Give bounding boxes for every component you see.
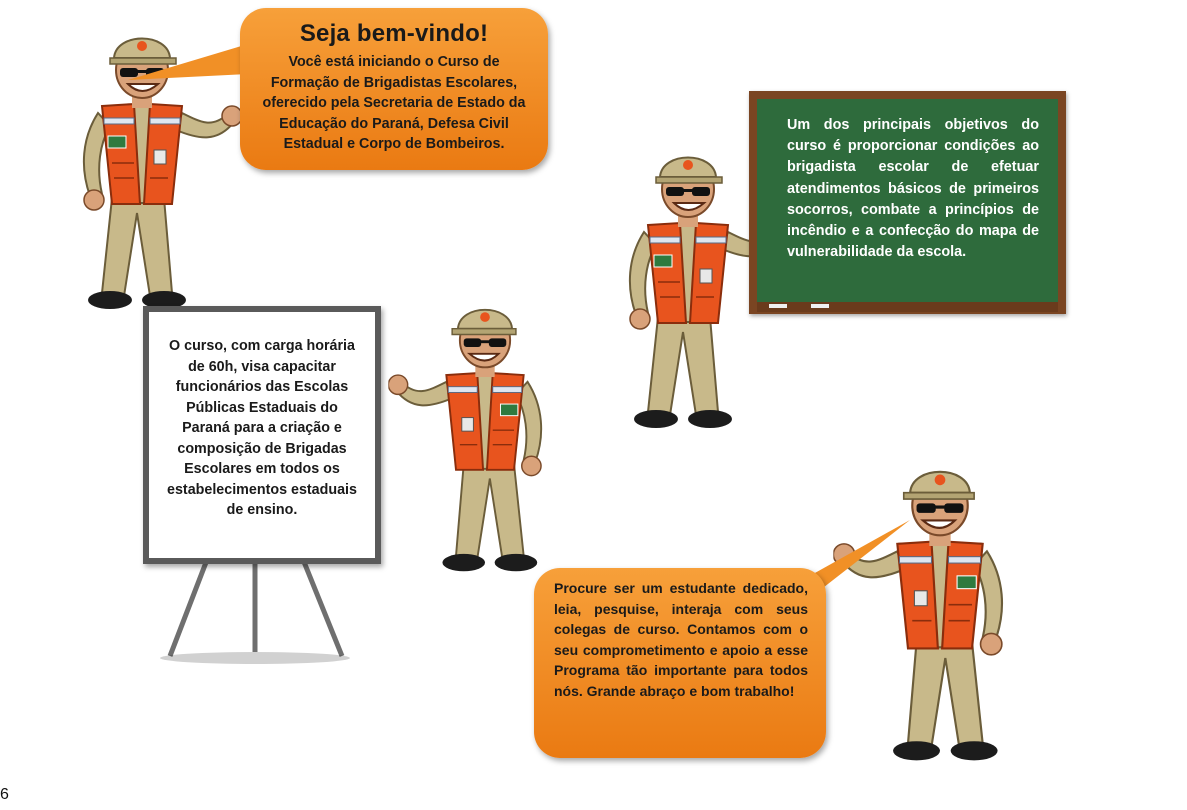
chalk-piece	[811, 304, 829, 308]
fireman-thumbsup-illustration	[830, 450, 1050, 770]
closing-speech-bubble	[534, 568, 826, 758]
chalkboard-text: Um dos principais objetivos do curso é proporcionar condições ao brigadista escolar de efetuar atendimentos básicos de primeiros socorros, combate a princípios de incêndio e a confecção do mapa de vulnerabilidade da escola.	[787, 117, 1039, 261]
page-number: 6	[0, 786, 9, 803]
whiteboard-text: O curso, com carga horária de 60h, visa capacitar funcionários das Escolas Públicas Estaduais do Paraná para a criação e composição de Brigadas Escolares em todos os estabelecimentos estaduais de ensino.	[167, 338, 357, 518]
chalkboard	[749, 91, 1066, 314]
chalk-piece	[769, 304, 787, 308]
chalkboard-surface	[757, 99, 1058, 302]
fireman-whiteboard-illustration	[380, 290, 590, 580]
welcome-text: Você está iniciando o Curso de Formação de Brigadistas Escolares, oferecido pela Secretaria de Estado da Educação do Paraná, Defesa Civil Estadual e Corpo de Bombeiros.	[262, 54, 526, 152]
whiteboard	[143, 306, 381, 564]
easel-stand	[150, 548, 360, 668]
welcome-speech-bubble	[240, 8, 548, 170]
closing-text: Procure ser um estudante dedicado, leia, pesquise, interaja com seus colegas de curso. Contamos com o seu comprometimento e apoio a esse Programa tão importante para todos nós. Grande abraço e bom trabalho!	[554, 580, 808, 699]
bubble-pointer-welcome	[128, 38, 248, 88]
welcome-title: Seja bem-vindo!	[299, 20, 489, 47]
chalkboard-tray	[757, 302, 1058, 312]
